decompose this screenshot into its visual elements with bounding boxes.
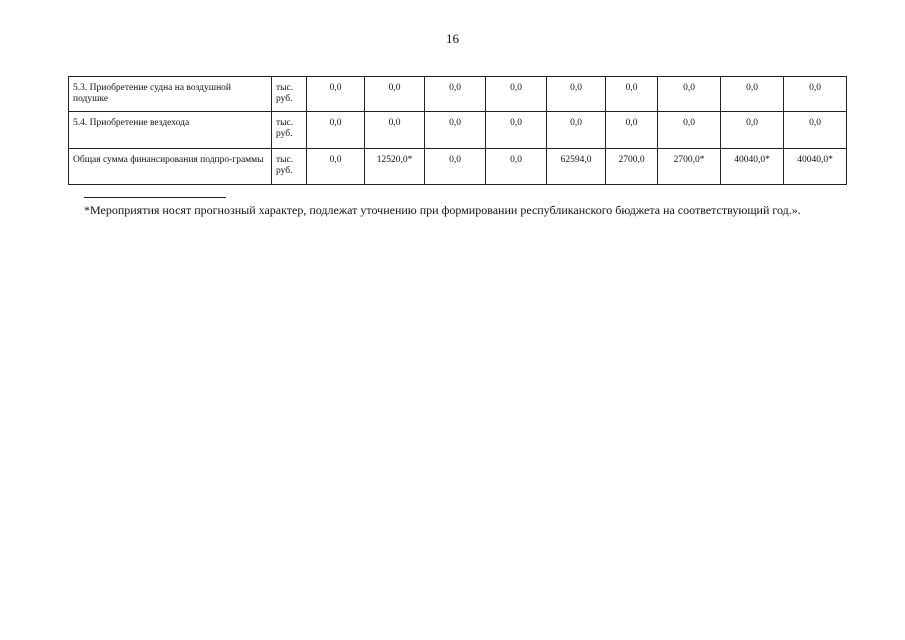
value-cell: 0,0 [721, 112, 784, 149]
value-cell: 40040,0* [784, 149, 847, 185]
value-cell: 0,0 [307, 77, 365, 112]
value-cell: 2700,0* [658, 149, 721, 185]
value-cell: 0,0 [307, 149, 365, 185]
value-cell: 0,0 [486, 149, 547, 185]
table-row [69, 112, 847, 149]
value-cell: 0,0 [425, 77, 486, 112]
value-cell: 0,0 [425, 149, 486, 185]
footnote-divider [84, 197, 226, 198]
value-cell: 0,0 [658, 112, 721, 149]
value-cell: 0,0 [606, 112, 658, 149]
value-cell: 0,0 [365, 112, 425, 149]
value-cell: 0,0 [547, 112, 606, 149]
unit-cell: тыс. руб. [272, 149, 307, 185]
unit-cell: тыс. руб. [272, 112, 307, 149]
page-number: 16 [446, 31, 459, 46]
table-row [69, 149, 847, 185]
value-cell: 0,0 [606, 77, 658, 112]
value-cell: 0,0 [486, 112, 547, 149]
value-cell: 12520,0* [365, 149, 425, 185]
value-cell: 0,0 [784, 112, 847, 149]
value-cell: 0,0 [547, 77, 606, 112]
financing-table [68, 76, 847, 185]
value-cell: 0,0 [784, 77, 847, 112]
value-cell: 0,0 [365, 77, 425, 112]
table-row [69, 77, 847, 112]
value-cell: 0,0 [307, 112, 365, 149]
value-cell: 0,0 [658, 77, 721, 112]
value-cell: 40040,0* [721, 149, 784, 185]
value-cell: 0,0 [425, 112, 486, 149]
footnote-text: *Мероприятия носят прогнозный характер, подлежат уточнению при формировании республиканского бюджета на соответствующий год.». [84, 203, 801, 217]
row-name-cell: Общая сумма финансирования подпро-граммы [69, 149, 272, 185]
value-cell: 2700,0 [606, 149, 658, 185]
value-cell: 62594,0 [547, 149, 606, 185]
row-name-cell: 5.3. Приобретение судна на воздушной подушке [69, 77, 272, 112]
unit-cell: тыс. руб. [272, 77, 307, 112]
value-cell: 0,0 [721, 77, 784, 112]
value-cell: 0,0 [486, 77, 547, 112]
row-name-cell: 5.4. Приобретение вездехода [69, 112, 272, 149]
